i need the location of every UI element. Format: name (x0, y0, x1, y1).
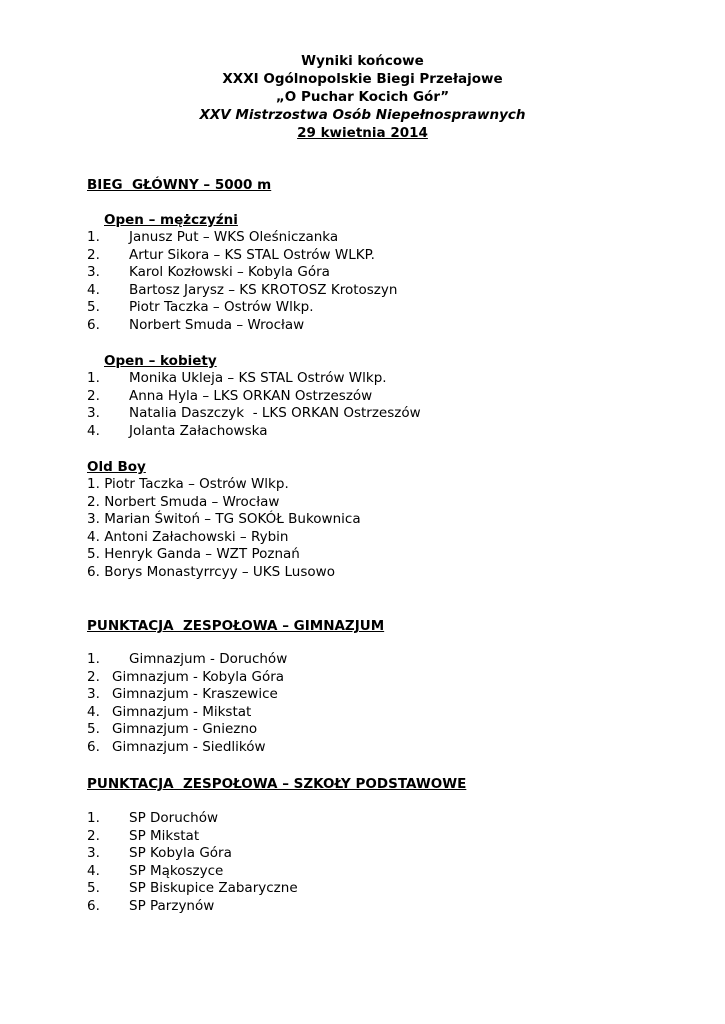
team-gimnazjum-title: PUNKTACJA ZESPOŁOWA – GIMNAZJUM (87, 618, 385, 634)
list-item: 4. Antoni Załachowski – Rybin (87, 528, 289, 545)
header-title: Wyniki końcowe (301, 53, 424, 69)
header-championship: XXV Mistrzostwa Osób Niepełnosprawnych (199, 107, 526, 123)
list-item: 2. Norbert Smuda – Wrocław (87, 493, 280, 510)
list-item: 5. Henryk Ganda – WZT Poznań (87, 546, 300, 562)
old-boy-title: Old Boy (87, 459, 146, 475)
list-item: 3. Marian Świtoń – TG SOKÓŁ Bukownica (87, 511, 361, 527)
open-men-title: Open – mężczyźni (104, 212, 238, 228)
team-primary-title: PUNKTACJA ZESPOŁOWA – SZKOŁY PODSTAWOWE (87, 776, 467, 792)
list-item: 6. Borys Monastyrrcyy – UKS Lusowo (87, 563, 335, 580)
old-boy-list (87, 476, 361, 581)
main-race-title: BIEG GŁÓWNY – 5000 m (87, 177, 272, 193)
document-header (0, 52, 725, 142)
header-date: 29 kwietnia 2014 (297, 125, 428, 141)
header-cup-name: „O Puchar Kocich Gór” (275, 89, 450, 105)
open-women-title: Open – kobiety (104, 353, 217, 369)
list-item: 1. Piotr Taczka – Ostrów Wlkp. (87, 476, 289, 492)
header-event-name: XXXI Ogólnopolskie Biegi Przełajowe (222, 71, 503, 87)
